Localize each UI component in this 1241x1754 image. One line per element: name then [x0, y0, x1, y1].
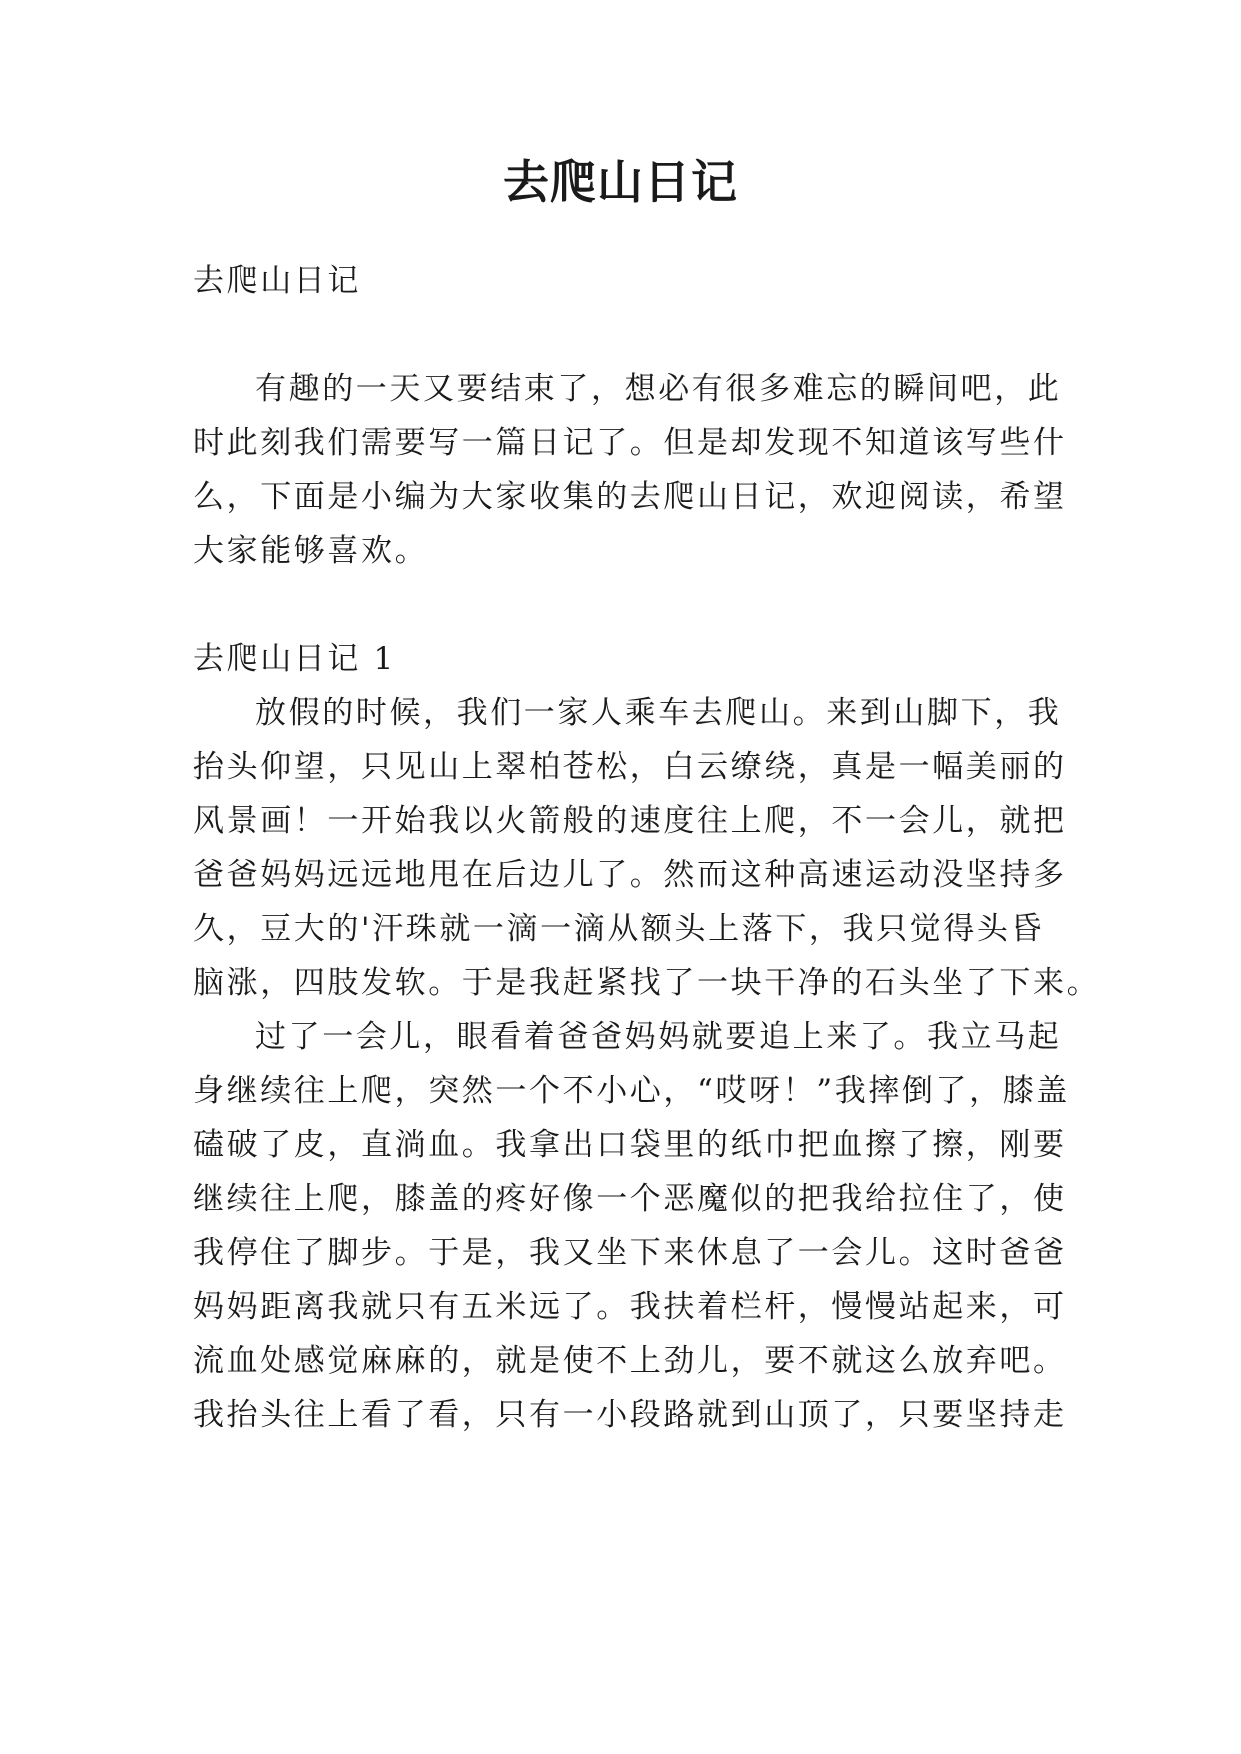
- section-heading: 去爬山日记 1: [193, 641, 396, 677]
- intro-line: 大家能够喜欢。: [193, 533, 429, 569]
- paragraph-line: 风景画！一开始我以火箭般的速度往上爬，不一会儿，就把: [193, 803, 1067, 839]
- paragraph-line: 磕破了皮，直淌血。我拿出口袋里的纸巾把血擦了擦，刚要: [193, 1127, 1067, 1163]
- paragraph-line: 继续往上爬，膝盖的疼好像一个恶魔似的把我给拉住了，使: [193, 1181, 1067, 1217]
- paragraph-line: 过了一会儿，眼看着爸爸妈妈就要追上来了。我立马起: [255, 1019, 1062, 1055]
- intro-line: 时此刻我们需要写一篇日记了。但是却发现不知道该写些什: [193, 425, 1067, 461]
- paragraph-line: 流血处感觉麻麻的，就是使不上劲儿，要不就这么放弃吧。: [193, 1343, 1067, 1379]
- paragraph-line: 脑涨，四肢发软。于是我赶紧找了一块干净的石头坐了下来。: [193, 965, 1101, 1001]
- paragraph-line: 妈妈距离我就只有五米远了。我扶着栏杆，慢慢站起来，可: [193, 1289, 1067, 1325]
- paragraph-line: 我抬头往上看了看，只有一小段路就到山顶了，只要坚持走: [193, 1397, 1067, 1433]
- subtitle: 去爬山日记: [193, 263, 361, 299]
- intro-line: 么，下面是小编为大家收集的去爬山日记，欢迎阅读，希望: [193, 479, 1067, 515]
- paragraph-line: 爸爸妈妈远远地甩在后边儿了。然而这种高速运动没坚持多: [193, 857, 1067, 893]
- paragraph-line: 我停住了脚步。于是，我又坐下来休息了一会儿。这时爸爸: [193, 1235, 1067, 1271]
- paragraph-line: 久，豆大的'汗珠就一滴一滴从额头上落下，我只觉得头昏: [193, 911, 1045, 947]
- paragraph-line: 抬头仰望，只见山上翠柏苍松，白云缭绕，真是一幅美丽的: [193, 749, 1067, 785]
- document-title: 去爬山日记: [503, 155, 738, 209]
- intro-line: 有趣的一天又要结束了，想必有很多难忘的瞬间吧，此: [255, 371, 1062, 407]
- paragraph-line: 放假的时候，我们一家人乘车去爬山。来到山脚下，我: [255, 695, 1062, 731]
- paragraph-line: 身继续往上爬，突然一个不小心，“哎呀！”我摔倒了，膝盖: [193, 1073, 1070, 1109]
